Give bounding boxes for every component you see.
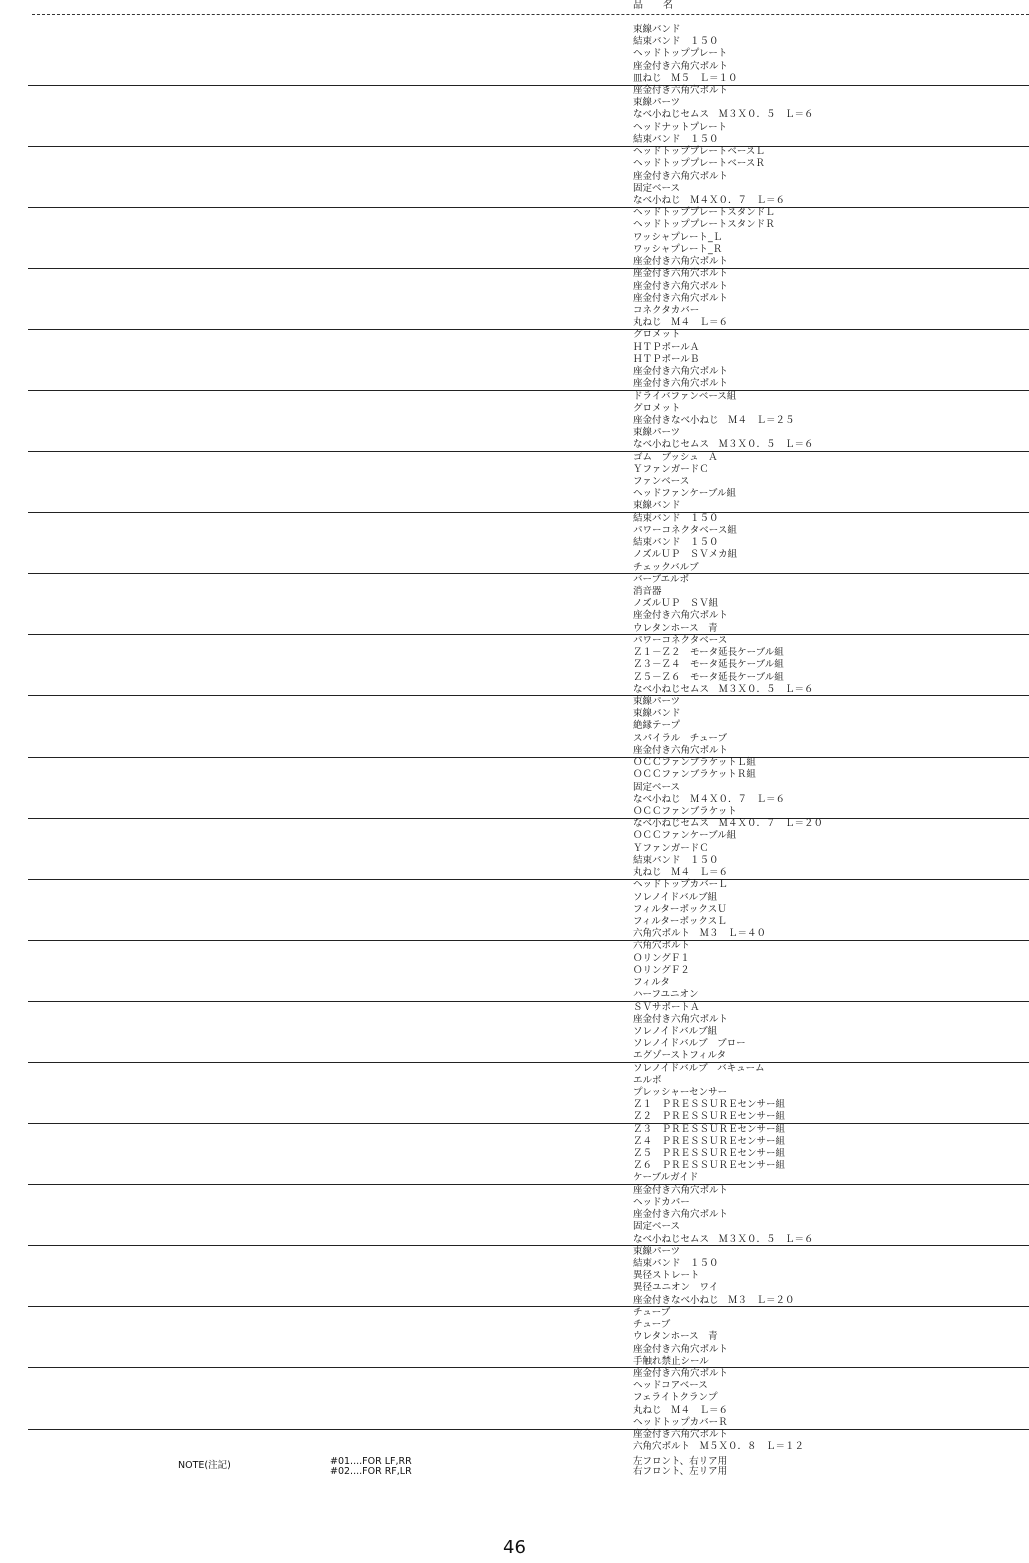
- part-name: パワーコネクタベース: [633, 634, 728, 646]
- part-name: なべ小ねじ Ｍ４Ｘ０．７ Ｌ＝６: [633, 793, 786, 805]
- part-name: 絶縁テープ: [633, 720, 681, 732]
- part-name: フィルタ: [633, 977, 670, 988]
- part-group: [0, 513, 1029, 574]
- part-name: 固定ベース: [633, 182, 681, 194]
- part-name: 消音器: [633, 586, 662, 598]
- part-name: 固定ベース: [633, 781, 681, 793]
- part-group: [0, 696, 1029, 757]
- part-name: パワーコネクタベース組: [633, 524, 737, 536]
- part-name: ヘッドトッププレート: [633, 48, 728, 60]
- note-label: NOTE(注記): [178, 1460, 231, 1471]
- part-name: 束線バンド: [633, 708, 681, 720]
- part-name: 丸ねじ Ｍ４ Ｌ＝６: [633, 867, 729, 879]
- part-name: 座金付き六角穴ボルト: [633, 268, 729, 280]
- part-name: 丸ねじ Ｍ４ Ｌ＝６: [633, 317, 729, 329]
- part-group: [0, 818, 1029, 879]
- part-name: なべ小ねじセムス Ｍ３Ｘ０．５ Ｌ＝６: [633, 1233, 814, 1245]
- part-name: グロメット: [633, 402, 681, 414]
- part-name: 座金付き六角穴ボルト: [633, 1013, 729, 1025]
- part-name: ゴム ブッシュ Ａ: [633, 451, 718, 463]
- part-name: Ｚ４ ＰＲＥＳＳＵＲＥセンサー組: [633, 1135, 786, 1147]
- part-name: ＯリングＦ１: [633, 952, 690, 964]
- part-name: 束線パーツ: [633, 696, 681, 708]
- part-name: 結束バンド １５０: [633, 537, 719, 549]
- part-name: 束線パーツ: [633, 1245, 681, 1257]
- part-name: Ｚ３ ＰＲＥＳＳＵＲＥセンサー組: [633, 1123, 786, 1135]
- part-name: 座金付き六角穴ボルト: [633, 744, 729, 756]
- part-name: Ｚ５－Ｚ６ モータ延長ケーブル組: [633, 671, 784, 683]
- part-name: 座金付き六角穴ボルト: [633, 1184, 729, 1196]
- part-name: ファンベース: [633, 476, 690, 488]
- part-name: Ｚ３－Ｚ４ モータ延長ケーブル組: [633, 659, 784, 671]
- part-name: 座金付き六角穴ボルト: [633, 280, 729, 292]
- part-group: [0, 1063, 1029, 1124]
- part-name: Ｚ２ ＰＲＥＳＳＵＲＥセンサー組: [633, 1111, 786, 1123]
- part-name: 座金付き六角穴ボルト: [633, 610, 729, 622]
- part-name: 座金付き六角穴ボルト: [633, 378, 729, 390]
- part-name: 六角穴ボルト: [633, 940, 691, 952]
- part-name: コネクタカバー: [633, 304, 700, 316]
- part-name: チューブ: [633, 1306, 671, 1318]
- part-name: 座金付き六角穴ボルト: [633, 366, 729, 378]
- part-name: ソレノイドバルブ ブロー: [633, 1038, 746, 1050]
- part-group: [0, 940, 1029, 1001]
- part-name: 六角穴ボルト Ｍ３ Ｌ＝４０: [633, 928, 767, 940]
- part-name: 束線パーツ: [633, 97, 681, 109]
- part-group: [0, 268, 1029, 329]
- part-name: ウレタンホース 青: [633, 1331, 718, 1343]
- part-name: ＨＴＰポールＡ: [633, 341, 700, 353]
- note-code: #02....FOR RF,LR: [330, 1466, 412, 1477]
- part-name: 結束バンド １５０: [633, 512, 719, 524]
- part-name: ヘッドファンケーブル組: [633, 488, 736, 500]
- part-name: 座金付き六角穴ボルト: [633, 60, 729, 72]
- part-name: ウレタンホース 青: [633, 622, 718, 634]
- part-group: [0, 85, 1029, 146]
- part-name: チューブ: [633, 1319, 671, 1331]
- part-name: 座金付き六角穴ボルト: [633, 256, 729, 268]
- part-group: [0, 757, 1029, 818]
- part-name: 座金付き六角穴ボルト: [633, 1343, 729, 1355]
- part-name: ソレノイドバルブ組: [633, 891, 718, 903]
- part-name: ヘッドカバー: [633, 1196, 690, 1208]
- part-name: ヘッドコアベース: [633, 1380, 708, 1392]
- part-name: 座金付き六角穴ボルト: [633, 1209, 729, 1221]
- part-name: なべ小ねじセムス Ｍ３Ｘ０．５ Ｌ＝６: [633, 439, 814, 451]
- part-name: ヘッドトッププレートスタンドＲ: [633, 219, 775, 231]
- part-name: フェライトクランプ: [633, 1392, 718, 1404]
- part-name: グロメット: [633, 329, 681, 341]
- part-group: [0, 1246, 1029, 1307]
- part-name: Ｚ１－Ｚ２ モータ延長ケーブル組: [633, 647, 784, 659]
- part-name: ヘッドトッププレートベースＬ: [633, 146, 765, 158]
- part-name: なべ小ねじセムス Ｍ３Ｘ０．５ Ｌ＝６: [633, 683, 814, 695]
- part-name: ソレノイドバルブ バキューム: [633, 1062, 765, 1074]
- part-group: [0, 207, 1029, 268]
- part-name: 束線バンド: [633, 500, 681, 512]
- part-name: ＯＣＣファンブラケットＲ組: [633, 769, 756, 781]
- part-name: ワッシャプレート_Ｌ: [633, 231, 723, 243]
- part-name: ヘッドトップカバーＲ: [633, 1416, 728, 1428]
- part-group: [0, 574, 1029, 635]
- part-group: [0, 452, 1029, 513]
- part-name: チェックバルブ: [633, 561, 699, 573]
- part-group: [0, 879, 1029, 940]
- part-name: ＨＴＰポールＢ: [633, 353, 700, 365]
- part-group: [0, 391, 1029, 452]
- part-name: 丸ねじ Ｍ４ Ｌ＝６: [633, 1404, 729, 1416]
- part-name: 異径ストレート: [633, 1270, 700, 1282]
- part-name: ＳＶサポートＡ: [633, 1001, 700, 1013]
- part-group: [0, 1368, 1029, 1429]
- part-group: [0, 1002, 1029, 1063]
- part-name: 座金付きなべ小ねじ Ｍ４ Ｌ＝２５: [633, 414, 795, 426]
- part-name: 束線パーツ: [633, 427, 681, 439]
- part-name: ノズルＵＰ ＳＶ組: [633, 598, 719, 610]
- part-name: Ｚ６ ＰＲＥＳＳＵＲＥセンサー組: [633, 1160, 786, 1172]
- part-name: プレッシャーセンサー: [633, 1086, 728, 1098]
- part-name: バーブエルボ: [633, 573, 690, 585]
- part-name: 手触れ禁止シール: [633, 1355, 709, 1367]
- header-dashed-rule: [32, 14, 1029, 15]
- part-name: 固定ベース: [633, 1221, 681, 1233]
- part-name: 座金付き六角穴ボルト: [633, 1429, 729, 1441]
- part-name: なべ小ねじ Ｍ４Ｘ０．７ Ｌ＝６: [633, 194, 786, 206]
- part-name: ノズルＵＰ ＳＶメカ組: [633, 549, 738, 561]
- part-name: 束線バンド: [633, 24, 681, 35]
- page-number: 46: [503, 1537, 526, 1558]
- part-group: [0, 635, 1029, 696]
- part-name: 皿ねじ Ｍ５ Ｌ＝１０: [633, 72, 738, 84]
- part-name: 結束バンド １５０: [633, 1258, 719, 1270]
- part-name: 座金付き六角穴ボルト: [633, 292, 729, 304]
- part-name: ソレノイドバルブ組: [633, 1025, 718, 1037]
- part-name: エルボ: [633, 1074, 662, 1086]
- part-name: 六角穴ボルト Ｍ５Ｘ０．８ Ｌ＝１２: [633, 1441, 805, 1453]
- part-name: フィルターボックスＬ: [633, 915, 727, 927]
- part-name: 異径ユニオン ワイ: [633, 1282, 719, 1294]
- column-title: 品 名: [633, 0, 684, 12]
- part-name: ＹファンガードＣ: [633, 842, 709, 854]
- part-name: 座金付き六角穴ボルト: [633, 1368, 729, 1380]
- part-name: ＯＣＣファンブラケット: [633, 805, 737, 817]
- part-name: スパイラル チューブ: [633, 732, 727, 744]
- part-name: 座金付きなべ小ねじ Ｍ３ Ｌ＝２０: [633, 1294, 795, 1306]
- part-group: [0, 329, 1029, 390]
- part-name: ワッシャプレート_Ｒ: [633, 243, 723, 255]
- part-name: Ｚ１ ＰＲＥＳＳＵＲＥセンサー組: [633, 1099, 786, 1111]
- part-group: [0, 1307, 1029, 1368]
- part-group: [0, 1429, 1029, 1490]
- part-name: ＹファンガードＣ: [633, 463, 709, 475]
- part-name: ハーフユニオン: [633, 989, 699, 1001]
- part-name: なべ小ねじセムス Ｍ４Ｘ０．７ Ｌ＝２０: [633, 818, 824, 830]
- part-group: [0, 24, 1029, 85]
- part-name: ヘッドトッププレートスタンドＬ: [633, 207, 775, 219]
- part-name: 座金付き六角穴ボルト: [633, 170, 729, 182]
- part-name: ヘッドトップカバーＬ: [633, 879, 728, 891]
- part-name: ヘッドナットプレート: [633, 121, 728, 133]
- part-group: [0, 146, 1029, 207]
- part-name: ＯリングＦ２: [633, 964, 690, 976]
- part-name: エグゾーストフィルタ: [633, 1050, 727, 1062]
- part-name: 結束バンド １５０: [633, 854, 719, 866]
- note-code: #01....FOR LF,RR: [330, 1456, 412, 1467]
- part-name: 結束バンド １５０: [633, 36, 719, 48]
- parts-table: [0, 24, 1029, 1490]
- part-name: Ｚ５ ＰＲＥＳＳＵＲＥセンサー組: [633, 1148, 786, 1160]
- part-name: なべ小ねじセムス Ｍ３Ｘ０．５ Ｌ＝６: [633, 109, 814, 121]
- part-name: ＯＣＣファンケーブル組: [633, 830, 737, 842]
- part-name: ドライバファンベース組: [633, 390, 737, 402]
- note-text: 左フロント、右リア用: [633, 1456, 728, 1467]
- part-name: フィルターボックスＵ: [633, 903, 727, 915]
- part-name: 結束バンド １５０: [633, 133, 719, 145]
- note-text: 右フロント、左リア用: [633, 1466, 728, 1477]
- part-group: [0, 1124, 1029, 1185]
- part-name: 座金付き六角穴ボルト: [633, 85, 729, 97]
- part-name: ケーブルガイド: [633, 1172, 699, 1184]
- part-group: [0, 1185, 1029, 1246]
- part-name: ＯＣＣファンブラケットＬ組: [633, 757, 756, 769]
- part-name: ヘッドトッププレートベースＲ: [633, 158, 765, 170]
